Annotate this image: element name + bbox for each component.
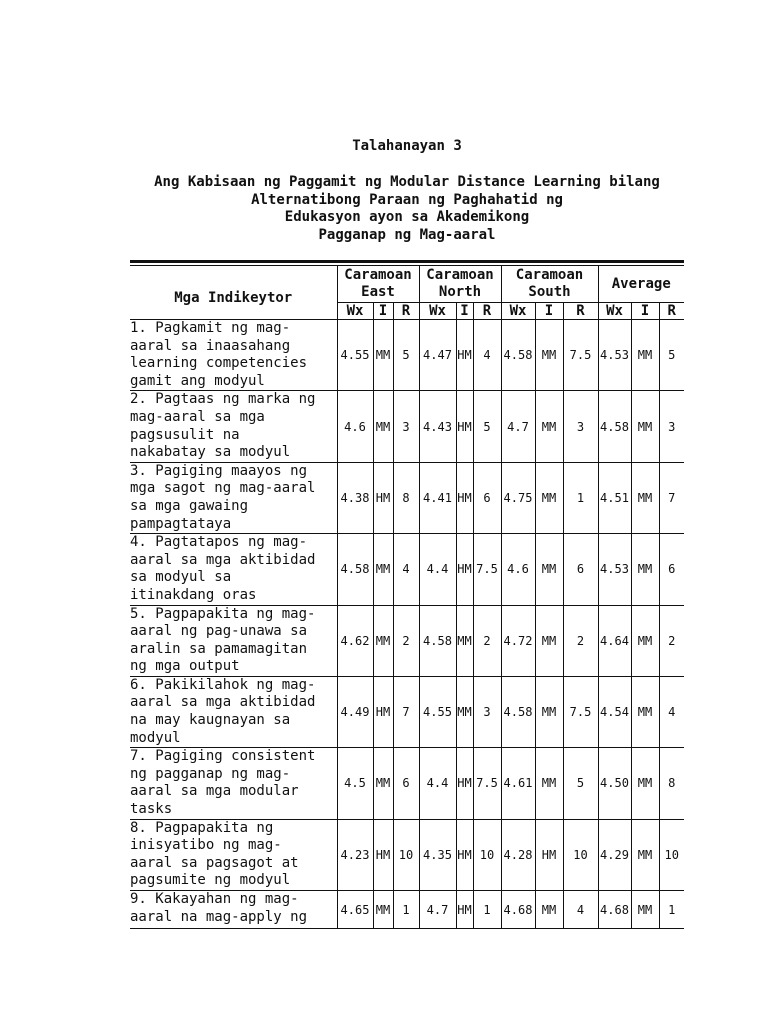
- south-wx-cell: 4.58: [501, 320, 535, 391]
- south-r-cell: 10: [563, 819, 598, 890]
- north-wx-cell: 4.41: [419, 462, 456, 533]
- average-wx-cell: 4.58: [598, 391, 631, 462]
- north-wx-cell: 4.4: [419, 534, 456, 605]
- indicator-line: 5. Pagpapakita ng mag-: [130, 605, 316, 622]
- north-i-cell: HM: [456, 320, 473, 391]
- east-r-cell: 4: [393, 534, 419, 605]
- indicator-column-header: Mga Indikeytor: [130, 266, 337, 320]
- average-wx-cell: 4.68: [598, 891, 631, 929]
- east-i-cell: MM: [373, 605, 393, 676]
- average-r-cell: 1: [659, 891, 684, 929]
- east-i-cell: MM: [373, 891, 393, 929]
- south-i-cell: MM: [535, 605, 563, 676]
- north-i-cell: HM: [456, 748, 473, 819]
- east-wx-cell: 4.58: [337, 534, 373, 605]
- average-i-cell: MM: [631, 320, 659, 391]
- south-i-cell: MM: [535, 891, 563, 929]
- north-r-cell: 7.5: [473, 534, 501, 605]
- north-i-cell: HM: [456, 391, 473, 462]
- average-i-cell: MM: [631, 391, 659, 462]
- south-i-cell: MM: [535, 676, 563, 747]
- east-wx-cell: 4.55: [337, 320, 373, 391]
- indicator-line: aaral na mag-apply ng: [130, 908, 308, 925]
- table-row: [130, 605, 684, 676]
- north-i-cell: HM: [456, 891, 473, 929]
- north-i-cell: HM: [456, 534, 473, 605]
- indicator-line: sa modyul sa: [130, 569, 232, 586]
- indicator-line: 8. Pagpapakita ng: [130, 819, 274, 836]
- table-caption-title: [100, 174, 714, 244]
- north-wx-cell: 4.7: [419, 891, 456, 929]
- south-i-cell: HM: [535, 819, 563, 890]
- subheader-wx: Wx: [337, 303, 373, 320]
- subheader-r: R: [563, 303, 598, 320]
- indicator-cell: [130, 891, 337, 929]
- indicator-cell: [130, 676, 337, 747]
- south-r-cell: 7.5: [563, 320, 598, 391]
- indicator-line: aaral sa mga modular: [130, 783, 299, 800]
- subheader-i: I: [373, 303, 393, 320]
- south-r-cell: 6: [563, 534, 598, 605]
- table-row: [130, 891, 684, 929]
- subheader-wx: Wx: [598, 303, 631, 320]
- indicator-line: aaral sa mga aktibidad: [130, 551, 316, 568]
- south-i-cell: MM: [535, 320, 563, 391]
- indicator-line: sa mga gawaing: [130, 497, 249, 514]
- south-wx-cell: 4.61: [501, 748, 535, 819]
- south-wx-cell: 4.58: [501, 676, 535, 747]
- indicator-line: learning competencies: [130, 355, 308, 372]
- north-wx-cell: 4.55: [419, 676, 456, 747]
- table-row: [130, 819, 684, 890]
- east-i-cell: MM: [373, 320, 393, 391]
- east-wx-cell: 4.62: [337, 605, 373, 676]
- east-r-cell: 10: [393, 819, 419, 890]
- north-wx-cell: 4.4: [419, 748, 456, 819]
- average-r-cell: 10: [659, 819, 684, 890]
- table-row: [130, 676, 684, 747]
- indicator-line: 9. Kakayahan ng mag-: [130, 891, 299, 907]
- average-wx-cell: 4.29: [598, 819, 631, 890]
- indicator-line: 1. Pagkamit ng mag-: [130, 320, 291, 336]
- indicator-line: ng pagganap ng mag-: [130, 765, 291, 782]
- north-i-cell: HM: [456, 462, 473, 533]
- east-wx-cell: 4.5: [337, 748, 373, 819]
- average-r-cell: 3: [659, 391, 684, 462]
- north-r-cell: 1: [473, 891, 501, 929]
- indicator-line: nakabatay sa modyul: [130, 444, 291, 461]
- east-i-cell: HM: [373, 676, 393, 747]
- average-i-cell: MM: [631, 534, 659, 605]
- south-i-cell: MM: [535, 391, 563, 462]
- caption-line: Pagganap ng Mag-aaral: [318, 226, 496, 243]
- east-r-cell: 5: [393, 320, 419, 391]
- indicator-line: gamit ang modyul: [130, 372, 265, 389]
- average-r-cell: 4: [659, 676, 684, 747]
- table-row: [130, 320, 684, 391]
- indicator-cell: [130, 605, 337, 676]
- north-r-cell: 5: [473, 391, 501, 462]
- group-header-east: Caramoan East: [337, 266, 419, 303]
- indicator-line: 2. Pagtaas ng marka ng: [130, 391, 316, 408]
- average-wx-cell: 4.54: [598, 676, 631, 747]
- subheader-i: I: [456, 303, 473, 320]
- indicator-line: tasks: [130, 801, 173, 818]
- average-r-cell: 5: [659, 320, 684, 391]
- table-body: [130, 320, 684, 929]
- indicator-line: 4. Pagtatapos ng mag-: [130, 534, 308, 551]
- average-i-cell: MM: [631, 462, 659, 533]
- east-r-cell: 3: [393, 391, 419, 462]
- caption-line: Edukasyon ayon sa Akademikong: [284, 209, 530, 226]
- north-r-cell: 4: [473, 320, 501, 391]
- subheader-wx: Wx: [419, 303, 456, 320]
- average-wx-cell: 4.51: [598, 462, 631, 533]
- south-i-cell: MM: [535, 748, 563, 819]
- north-i-cell: MM: [456, 605, 473, 676]
- subheader-i: I: [631, 303, 659, 320]
- average-r-cell: 6: [659, 534, 684, 605]
- south-wx-cell: 4.28: [501, 819, 535, 890]
- north-i-cell: MM: [456, 676, 473, 747]
- table-row: [130, 391, 684, 462]
- north-i-cell: HM: [456, 819, 473, 890]
- subheader-r: R: [473, 303, 501, 320]
- south-r-cell: 7.5: [563, 676, 598, 747]
- indicator-line: pagsusulit na: [130, 426, 240, 443]
- indicator-line: na may kaugnayan sa: [130, 712, 291, 729]
- results-table: [130, 266, 684, 929]
- indicator-line: itinakdang oras: [130, 586, 257, 603]
- south-i-cell: MM: [535, 462, 563, 533]
- east-r-cell: 2: [393, 605, 419, 676]
- average-i-cell: MM: [631, 819, 659, 890]
- east-i-cell: HM: [373, 462, 393, 533]
- indicator-line: mag-aaral sa mga: [130, 408, 265, 425]
- indicator-cell: [130, 391, 337, 462]
- indicator-line: aaral ng pag-unawa sa: [130, 623, 308, 640]
- indicator-line: mga sagot ng mag-aaral: [130, 480, 316, 497]
- north-wx-cell: 4.35: [419, 819, 456, 890]
- north-r-cell: 6: [473, 462, 501, 533]
- east-wx-cell: 4.6: [337, 391, 373, 462]
- south-r-cell: 4: [563, 891, 598, 929]
- indicator-cell: [130, 748, 337, 819]
- indicator-line: pampagtataya: [130, 515, 232, 532]
- indicator-cell: [130, 819, 337, 890]
- average-wx-cell: 4.53: [598, 534, 631, 605]
- east-wx-cell: 4.23: [337, 819, 373, 890]
- east-r-cell: 7: [393, 676, 419, 747]
- average-wx-cell: 4.53: [598, 320, 631, 391]
- indicator-line: aralin sa pamamagitan: [130, 640, 308, 657]
- results-table-wrapper: [130, 260, 684, 929]
- south-wx-cell: 4.68: [501, 891, 535, 929]
- indicator-cell: [130, 534, 337, 605]
- south-r-cell: 1: [563, 462, 598, 533]
- subheader-r: R: [393, 303, 419, 320]
- indicator-line: ng mga output: [130, 658, 240, 675]
- subheader-i: I: [535, 303, 563, 320]
- average-wx-cell: 4.50: [598, 748, 631, 819]
- east-r-cell: 6: [393, 748, 419, 819]
- east-i-cell: MM: [373, 534, 393, 605]
- table-caption-number: Talahanayan 3: [352, 138, 462, 154]
- group-header-south: Caramoan South: [501, 266, 598, 303]
- east-r-cell: 1: [393, 891, 419, 929]
- south-wx-cell: 4.7: [501, 391, 535, 462]
- east-i-cell: HM: [373, 819, 393, 890]
- indicator-cell: [130, 320, 337, 391]
- south-wx-cell: 4.75: [501, 462, 535, 533]
- indicator-cell: [130, 462, 337, 533]
- average-i-cell: MM: [631, 605, 659, 676]
- average-r-cell: 8: [659, 748, 684, 819]
- indicator-line: pagsumite ng modyul: [130, 872, 291, 889]
- caption-line: Alternatibong Paraan ng Paghahatid ng: [251, 191, 563, 208]
- average-i-cell: MM: [631, 676, 659, 747]
- east-wx-cell: 4.49: [337, 676, 373, 747]
- indicator-line: 7. Pagiging consistent: [130, 748, 316, 765]
- indicator-line: 3. Pagiging maayos ng: [130, 462, 308, 479]
- south-wx-cell: 4.6: [501, 534, 535, 605]
- average-i-cell: MM: [631, 748, 659, 819]
- average-r-cell: 7: [659, 462, 684, 533]
- north-r-cell: 10: [473, 819, 501, 890]
- south-r-cell: 3: [563, 391, 598, 462]
- indicator-line: modyul: [130, 729, 181, 746]
- indicator-line: inisyatibo ng mag-: [130, 837, 282, 854]
- average-i-cell: MM: [631, 891, 659, 929]
- east-r-cell: 8: [393, 462, 419, 533]
- table-row: [130, 534, 684, 605]
- indicator-line: 6. Pakikilahok ng mag-: [130, 676, 316, 693]
- east-i-cell: MM: [373, 391, 393, 462]
- average-r-cell: 2: [659, 605, 684, 676]
- subheader-wx: Wx: [501, 303, 535, 320]
- north-wx-cell: 4.43: [419, 391, 456, 462]
- east-i-cell: MM: [373, 748, 393, 819]
- south-r-cell: 2: [563, 605, 598, 676]
- indicator-line: aaral sa mga aktibidad: [130, 694, 316, 711]
- north-wx-cell: 4.58: [419, 605, 456, 676]
- south-r-cell: 5: [563, 748, 598, 819]
- east-wx-cell: 4.65: [337, 891, 373, 929]
- indicator-line: aaral sa pagsagot at: [130, 854, 299, 871]
- group-header-north: Caramoan North: [419, 266, 501, 303]
- table-row: [130, 748, 684, 819]
- indicator-line: aaral sa inaasahang: [130, 337, 291, 354]
- caption-line: Ang Kabisaan ng Paggamit ng Modular Distance Learning bilang: [154, 174, 660, 190]
- north-r-cell: 7.5: [473, 748, 501, 819]
- north-r-cell: 2: [473, 605, 501, 676]
- subheader-r: R: [659, 303, 684, 320]
- north-r-cell: 3: [473, 676, 501, 747]
- east-wx-cell: 4.38: [337, 462, 373, 533]
- south-i-cell: MM: [535, 534, 563, 605]
- south-wx-cell: 4.72: [501, 605, 535, 676]
- average-wx-cell: 4.64: [598, 605, 631, 676]
- north-wx-cell: 4.47: [419, 320, 456, 391]
- table-row: [130, 462, 684, 533]
- group-header-average: Average: [598, 266, 684, 303]
